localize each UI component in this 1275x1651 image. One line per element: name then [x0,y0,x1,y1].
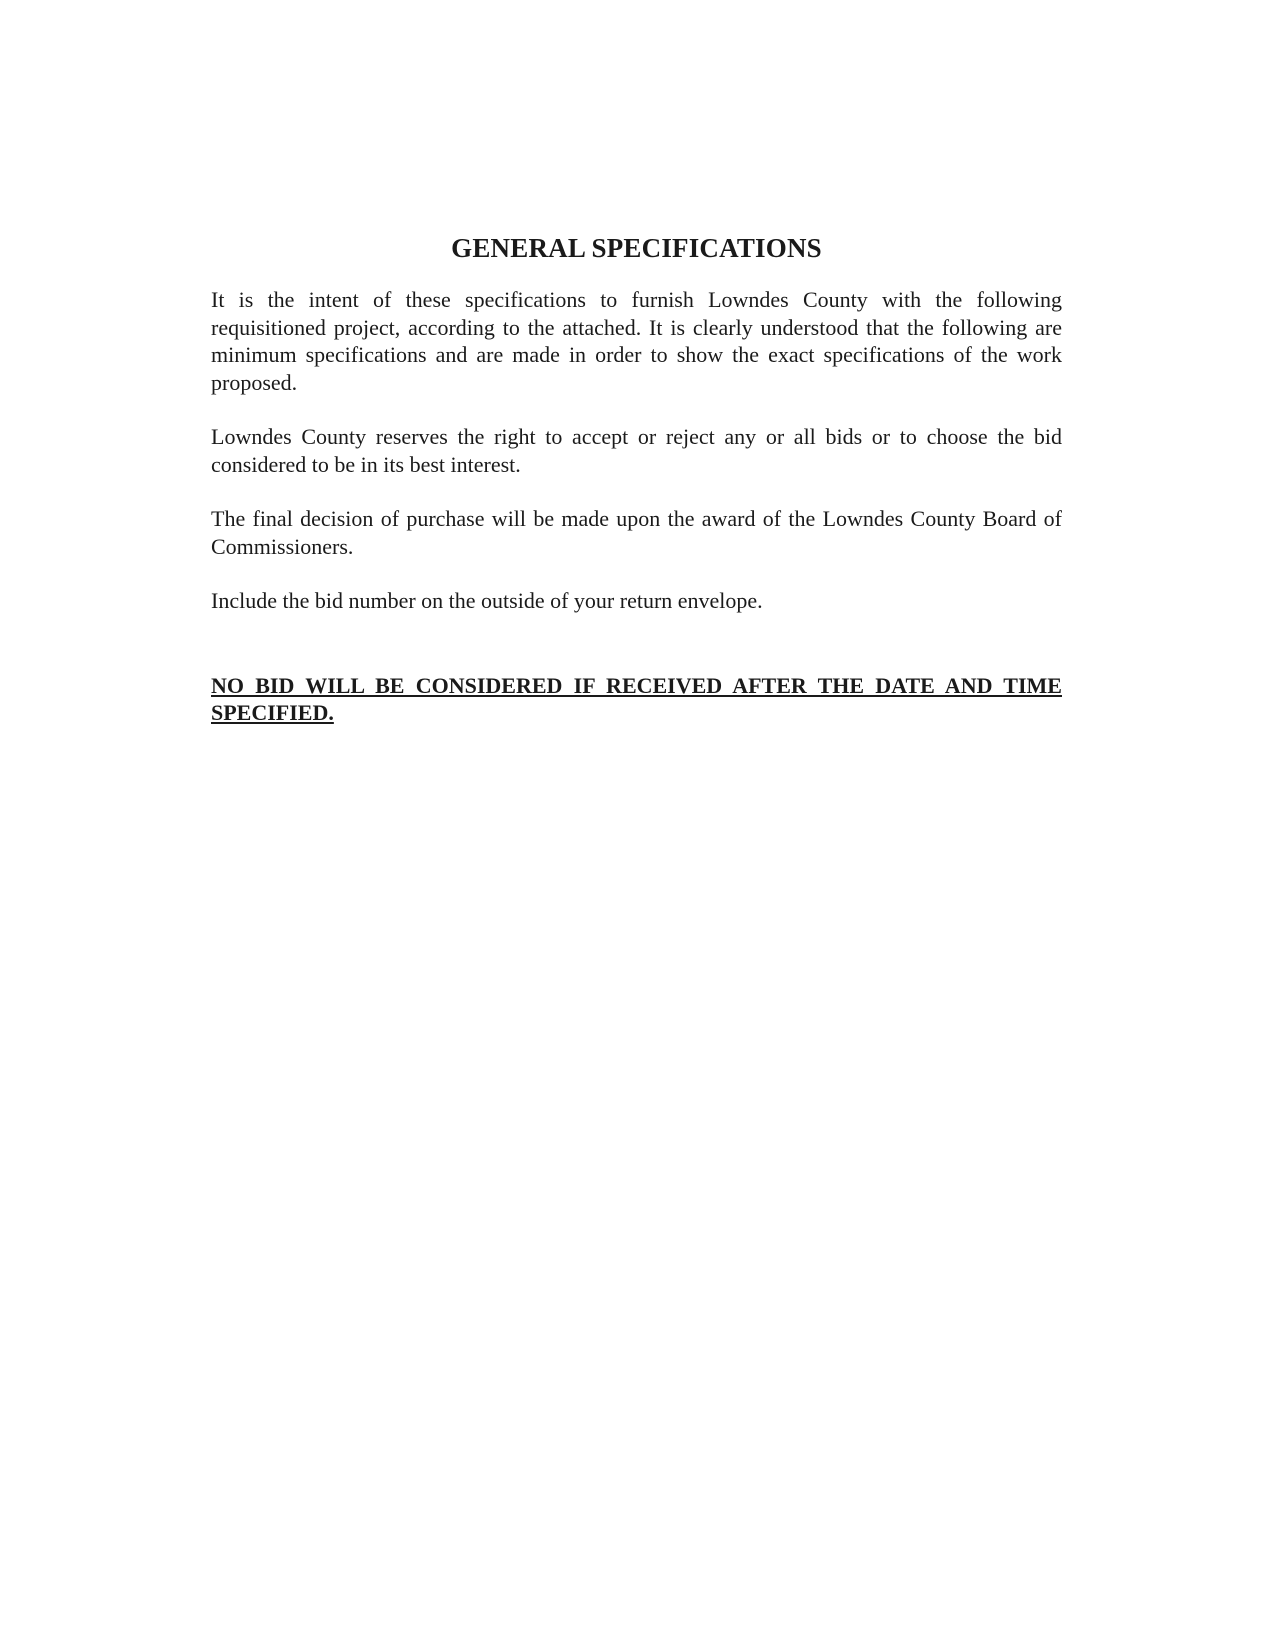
decision-paragraph: The final decision of purchase will be made upon the award of the Lowndes County Board of Commissioners. [211,506,1062,559]
page-title: GENERAL SPECIFICATIONS [451,233,822,263]
deadline-notice: NO BID WILL BE CONSIDERED IF RECEIVED AFTER THE DATE AND TIME SPECIFIED. [211,672,1062,725]
bid-number-paragraph: Include the bid number on the outside of your return envelope. [211,588,763,613]
intent-paragraph: It is the intent of these specifications to furnish Lowndes County with the following requisitioned project, according to the attached. It is clearly understood that the following are minimum specifications and are made in order to show the exact specifications of the work proposed. [211,287,1062,395]
document-body [211,232,1062,726]
rights-paragraph: Lowndes County reserves the right to accept or reject any or all bids or to choose the bid considered to be in its best interest. [211,424,1062,477]
